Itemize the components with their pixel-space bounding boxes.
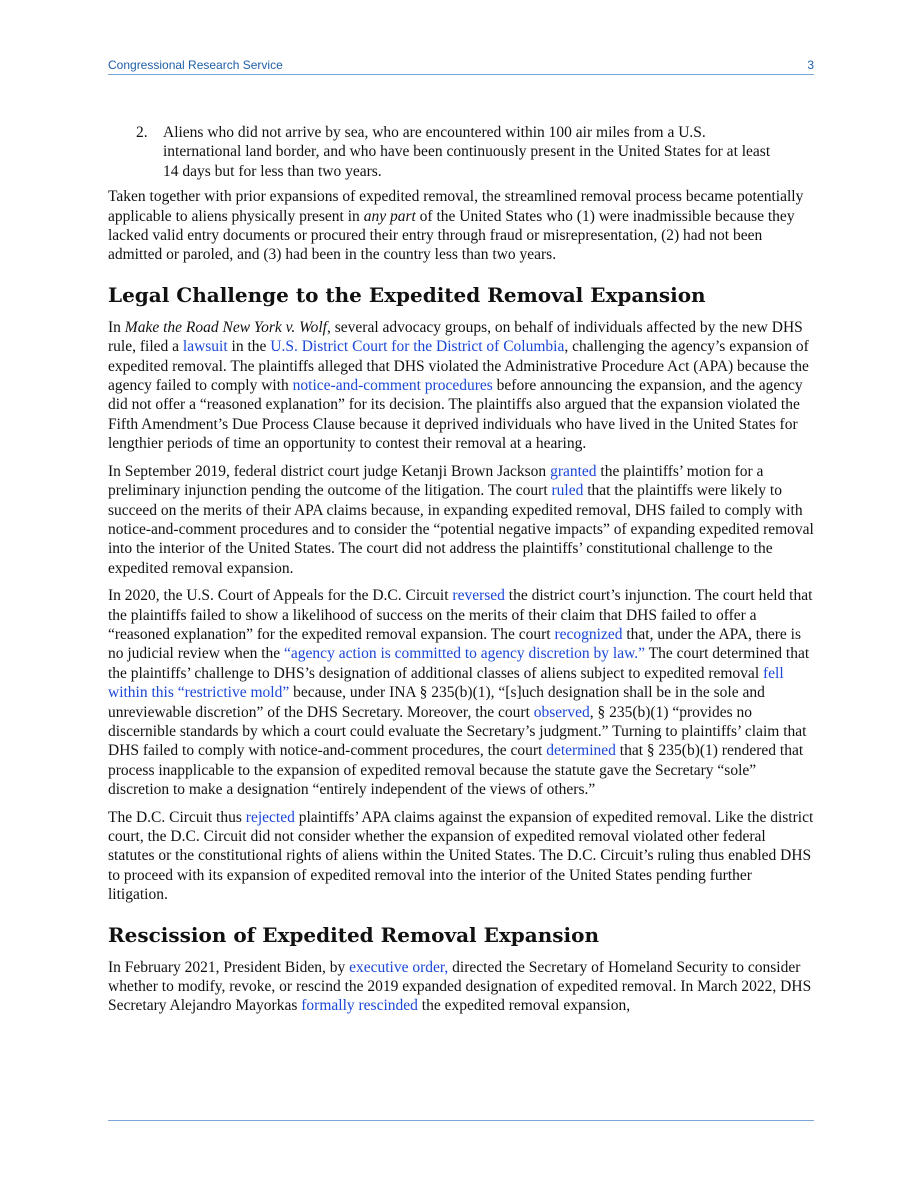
text-run: that the plaintiffs were likely to succeed on the merits of their APA claims because, in expanding expedited removal, DHS failed to comply with notice-and-comment procedures and to consider the “potential negative impacts” of expanding expedited removal into the interior of the United States. The court did not address the plaintiffs’ constitutional challenge to the expedited removal expansion. [108, 482, 814, 577]
text-run: In September 2019, federal district court judge Ketanji Brown Jackson [108, 462, 551, 480]
link-agency-discretion[interactable]: “agency action is committed to agency discretion by law.” [284, 645, 646, 663]
paragraph [108, 462, 814, 578]
text-run: because, under INA § 235(b)(1), “[s]uch designation shall be in the sole and unreviewable discretion” of the DHS Secretary. Moreover, the court [108, 684, 765, 721]
link-restrictive-mold[interactable]: fell within this “restrictive mold” [108, 664, 784, 702]
link-recognized[interactable]: recognized [554, 625, 623, 643]
link-granted[interactable]: granted [550, 462, 597, 480]
paragraph [108, 958, 814, 1016]
link-determined[interactable]: determined [546, 742, 616, 760]
text-run: , challenging the agency’s expansion of expedited removal. The plaintiffs alleged that DHS violated the Administrative Procedure Act (APA) because the agency failed to comply with [108, 338, 809, 395]
header-publisher: Congressional Research Service [108, 58, 283, 72]
link-observed[interactable]: observed [533, 703, 590, 721]
section-heading-legal-challenge: Legal Challenge to the Expedited Removal Expansion [108, 282, 706, 307]
text-run: Taken together with prior expansions of expedited removal, the streamlined removal process became potentially applicable to aliens physically present in [108, 188, 804, 225]
text-run: the expedited removal expansion, [417, 997, 631, 1015]
text-run: directed the Secretary of Homeland Security to consider whether to modify, revoke, or rescind the 2019 expanded designation of expedited removal. In March 2022, DHS Secretary Alejandro Mayorkas [108, 958, 812, 1015]
header-divider [108, 74, 814, 75]
text-run: that, under the APA, there is no judicial review when the [108, 625, 801, 663]
text-run: in the [227, 338, 271, 356]
link-lawsuit[interactable]: lawsuit [182, 338, 228, 356]
link-executive-order[interactable]: executive order, [349, 958, 449, 976]
text-run: , several advocacy groups, on behalf of individuals affected by the new DHS rule, filed a [108, 318, 803, 356]
text-run: that § 235(b)(1) rendered that process inapplicable to the expansion of expedited removal because the statute gave the Secretary “sole” discretion to make a designation “entirely independent of the views of others.” [108, 742, 804, 799]
text-run: , § 235(b)(1) “provides no discernible standards by which a court could evaluate the Secretary’s judgment.” Turning to plaintiffs’ claim that DHS failed to comply with notice-and-comment procedures, the court [108, 703, 807, 760]
paragraph [108, 586, 814, 799]
link-reversed[interactable]: reversed [452, 587, 505, 605]
text-run: of the United States who (1) were inadmissible because they lacked valid entry documents or procured their entry through fraud or misrepresentation, (2) had not been admitted or paroled, and (3) had been in the country less than two years. [108, 207, 795, 264]
link-formally-rescinded[interactable]: formally rescinded [301, 997, 418, 1015]
paragraph [108, 318, 814, 454]
link-notice-and-comment[interactable]: notice-and-comment procedures [292, 377, 493, 395]
case-name: Make the Road New York v. Wolf [124, 318, 327, 336]
text-run: the plaintiffs’ motion for a preliminary injunction pending the outcome of the litigation. The court [108, 462, 764, 500]
text-run: In [108, 318, 125, 336]
link-rejected[interactable]: rejected [245, 808, 295, 826]
emphasis-text: any part [363, 207, 416, 225]
paragraph [108, 187, 814, 265]
text-run: The court determined that the plaintiffs’ challenge to DHS’s designation of additional classes of aliens subject to expedited removal [108, 645, 810, 682]
link-district-court[interactable]: U.S. District Court for the District of Columbia [270, 338, 565, 356]
footer-divider [108, 1120, 814, 1121]
text-run: before announcing the expansion, and the agency did not offer a “reasoned explanation” for its decision. The plaintiffs also argued that the expansion violated the Fifth Amendment’s Due Process Clause because it deprived individuals who have lived in the United States for lengthier periods of time an opportunity to contest their removal at a hearing. [108, 377, 803, 453]
text-run: plaintiffs’ APA claims against the expansion of expedited removal. Like the district court, the D.C. Circuit did not consider whether the expansion of expedited removal violated other federal statutes or the constitutional rights of aliens within the United States. The D.C. Circuit’s ruling thus enabled DHS to proceed with its expansion of expedited removal into the interior of the United States pending further litigation. [108, 808, 814, 904]
section-heading-rescission: Rescission of Expedited Removal Expansion [108, 922, 599, 947]
text-run: the district court’s injunction. The court held that the plaintiffs failed to show a likelihood of success on the merits of their claim that DHS failed to offer a “reasoned explanation” for the expedited removal expansion. The court [108, 587, 813, 643]
document-body [108, 123, 814, 1024]
page-number: 3 [807, 58, 814, 72]
list-item-text: Aliens who did not arrive by sea, who are encountered within 100 air miles from a U.S. international land border, and who have been continuously present in the United States for at least 14 days but for less than two years. [163, 124, 771, 180]
link-ruled[interactable]: ruled [551, 482, 584, 500]
list-item [108, 123, 814, 181]
paragraph [108, 808, 814, 905]
text-run: In February 2021, President Biden, by [108, 958, 350, 976]
text-run: The D.C. Circuit thus [108, 808, 246, 826]
text-run: In 2020, the U.S. Court of Appeals for the D.C. Circuit [108, 587, 453, 605]
list-item-number: 2. [136, 124, 148, 141]
